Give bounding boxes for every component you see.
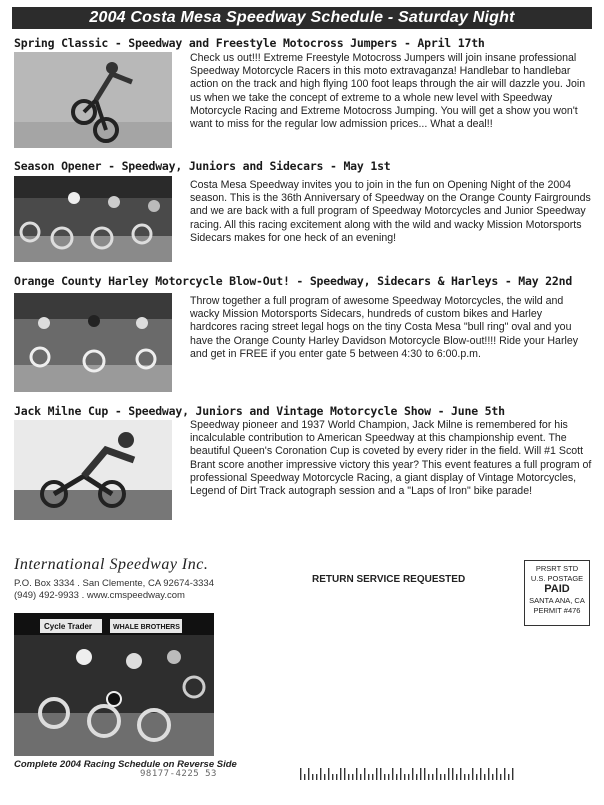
- event-title-spring-classic: Spring Classic - Speedway and Freestyle Motocross Jumpers - April 17th: [14, 36, 485, 50]
- event-body-harley-blowout: Throw together a full program of awesome Speedway Motorcycles, the wild and wacky Mission Motorsports Sidecars, hundreds of custom bikes and Harley hardcores racing street legal hogs on the tiny Costa Mesa "bull ring" oval and you have the Orange County Harley Davidson Motorcycle Blow-out!!!! Ride your Harley and get in FREE if you enter gate 5 between 4:30 to 6:00.p.m.: [190, 295, 579, 360]
- postage-line2: U.S. POSTAGE: [530, 573, 584, 583]
- return-service-notice: RETURN SERVICE REQUESTED: [312, 574, 466, 585]
- company-contact: (949) 492-9933 . www.cmspeedway.com: [14, 590, 185, 601]
- photo-jack-milne-rider: [14, 420, 172, 520]
- mail-serial: 98177-4225 53: [140, 769, 217, 779]
- postal-barcode: [300, 766, 520, 780]
- event-title-jack-milne-cup: Jack Milne Cup - Speedway, Juniors and Vintage Motorcycle Show - June 5th: [14, 404, 505, 418]
- photo-harley-riders: [14, 293, 172, 392]
- event-title-harley-blowout: Orange County Harley Motorcycle Blow-Out! - Speedway, Sidecars & Harleys - May 22nd: [14, 274, 573, 288]
- event-body-spring-classic: Check us out!!! Extreme Freestyle Motocross Jumpers will join insane professional Speedway Motorcycle Racers in this moto extravaganza! Handlebar to handlebar action on the track and high flying 100 foot leaps through the air will dazzle you. Join us when we take the concept of extreme to a whole new level with Speedway Motorcycle Racing and Extreme Motocross Jumping. You will get a show you won't want to miss for the regular low admission prices... What a deal!!: [190, 52, 586, 131]
- company-address: P.O. Box 3334 . San Clemente, CA 92674-3334: [14, 578, 214, 589]
- postage-line1: PRSRT STD: [535, 564, 579, 573]
- schedule-banner: [12, 7, 592, 29]
- page-title: 2004 Costa Mesa Speedway Schedule - Saturday Night: [89, 9, 515, 26]
- sign-cycle-trader: Cycle Trader: [44, 622, 93, 631]
- photo-freestyle-jumper: [14, 52, 172, 148]
- reverse-side-caption: Complete 2004 Racing Schedule on Reverse Side: [14, 759, 237, 770]
- photo-sidecar-race: [14, 613, 214, 756]
- photo-speedway-pack: [14, 176, 172, 262]
- event-body-season-opener: Costa Mesa Speedway invites you to join in the fun on Opening Night of the 2004 season. This is the 36th Anniversary of Speedway on the Orange County Fairgrounds and we are back with a full program of Speedway Motorcycles and Junior Speedway racing. All this racing excitement along with the wild and wacky Mission Motorsports Sidecars makes for one heck of an evening!: [190, 179, 591, 244]
- sign-whale-brothers: WHALE BROTHERS: [113, 624, 180, 631]
- postage-paid: PAID: [544, 583, 570, 595]
- postage-line4: PERMIT #476: [533, 605, 581, 615]
- event-body-jack-milne-cup: Speedway pioneer and 1937 World Champion, Jack Milne is remembered for his incalculable contribution to American Speedway at this championship event. The beautiful Queen's Coronation Cup is coveted by every rider in the field. Will #1 Scott Brant score another impressive victory this year? This event features a full program of professional Speedway Motorcycle Racing, a giant display of Vintage Motorcycles, Legend of Dirt Track autograph session and a "Laps of Iron" bike parade!: [190, 419, 592, 498]
- company-name: International Speedway Inc.: [14, 556, 209, 573]
- postage-line3: SANTA ANA, CA: [529, 596, 585, 605]
- postage-indicia: [524, 560, 590, 626]
- event-title-season-opener: Season Opener - Speedway, Juniors and Sidecars - May 1st: [14, 159, 391, 173]
